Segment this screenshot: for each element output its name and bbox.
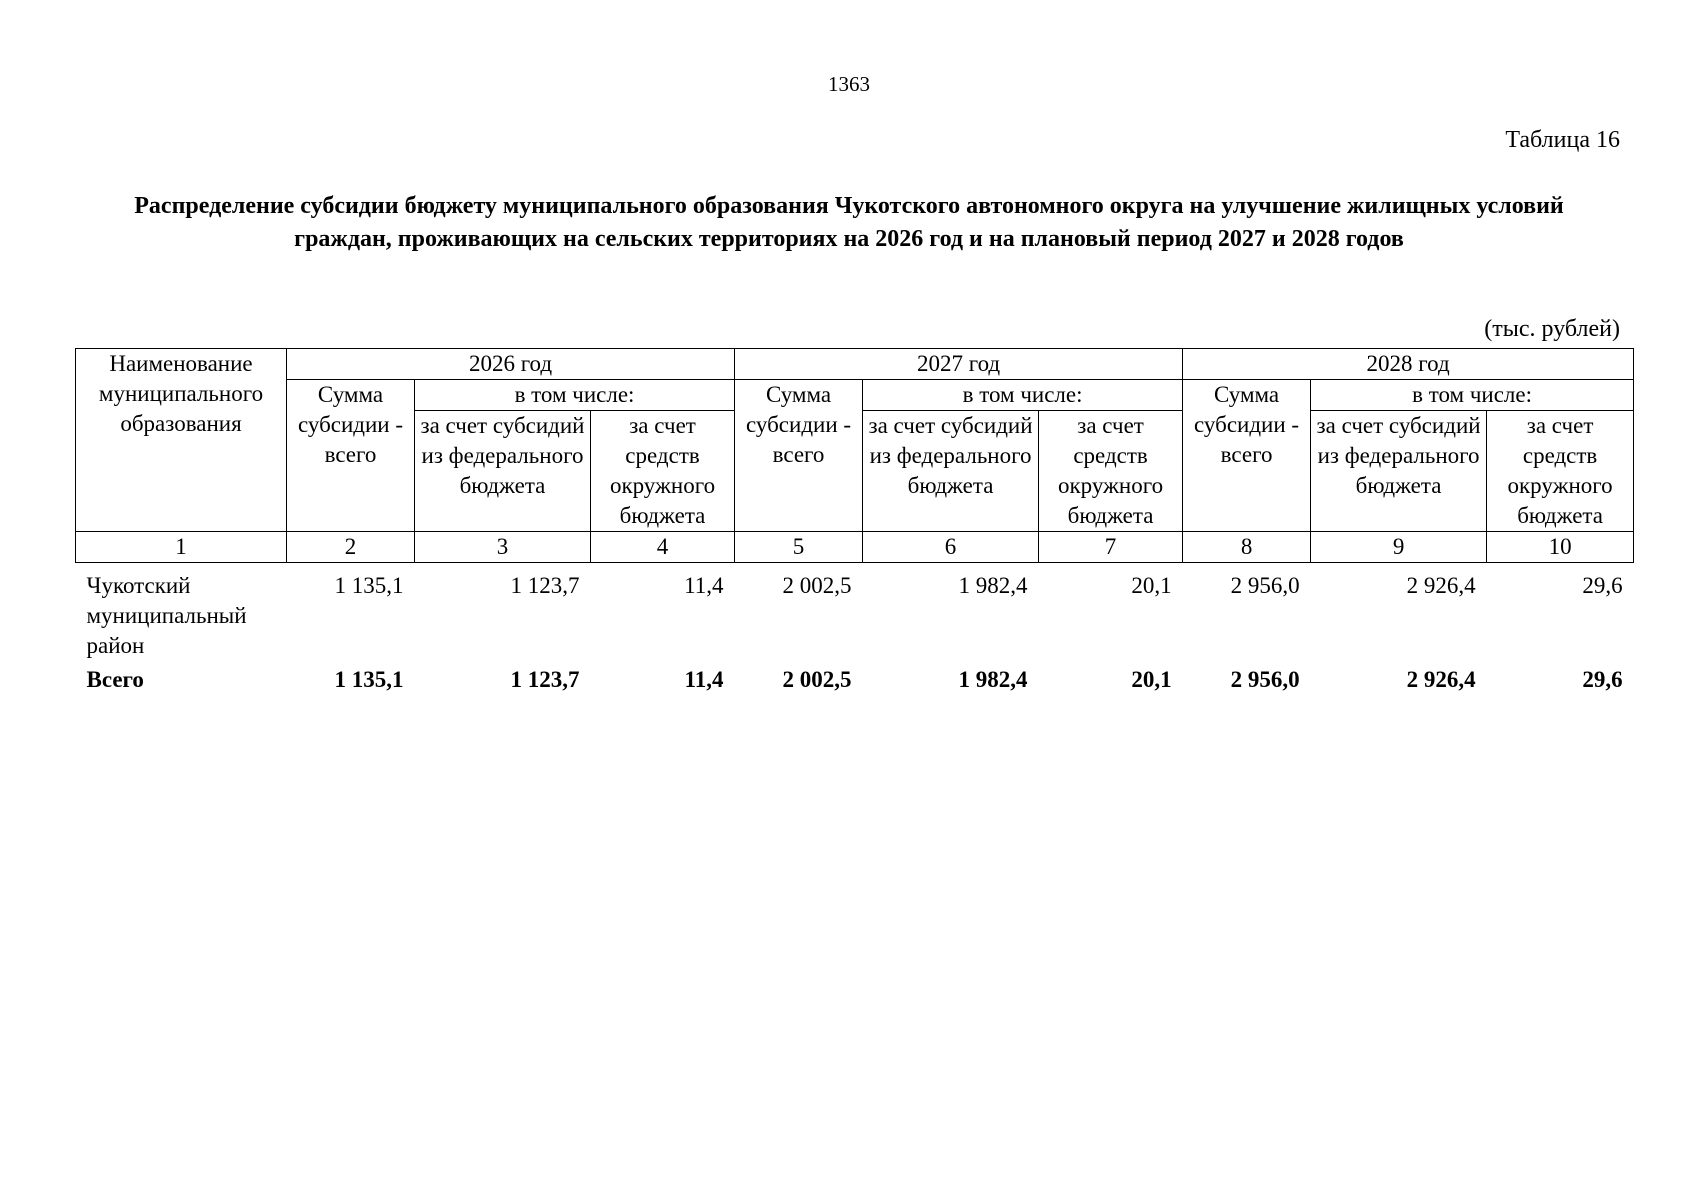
column-number: 6: [863, 532, 1039, 563]
units-label: (тыс. рублей): [1484, 316, 1620, 342]
table-caption: Таблица 16: [1505, 127, 1620, 153]
column-number: 2: [287, 532, 415, 563]
page-number: 1363: [828, 72, 870, 96]
column-number: 8: [1183, 532, 1311, 563]
column-number: 3: [415, 532, 591, 563]
header-federal: за счет субсидий из федерального бюджета: [415, 411, 591, 532]
header-sum-total: Сумма субсидии - всего: [735, 380, 863, 532]
column-number: 5: [735, 532, 863, 563]
value-cell: 11,4: [684, 573, 724, 598]
column-number: 4: [591, 532, 735, 563]
subsidy-table: [75, 348, 1634, 695]
value-cell: 2 956,0: [1230, 573, 1300, 598]
column-number: 1: [76, 532, 287, 563]
column-number: 9: [1311, 532, 1487, 563]
total-value-cell: 1 123,7: [510, 667, 580, 692]
total-value-cell: 20,1: [1131, 667, 1172, 692]
total-value-cell: 2 926,4: [1406, 667, 1476, 692]
header-federal: за счет субсидий из федерального бюджета: [1311, 411, 1487, 532]
total-value-cell: 11,4: [684, 667, 724, 692]
column-number: 10: [1487, 532, 1634, 563]
header-including: в том числе:: [863, 380, 1183, 411]
value-cell: 1 123,7: [510, 573, 580, 598]
header-including: в том числе:: [1311, 380, 1634, 411]
header-sum-total: Сумма субсидии - всего: [287, 380, 415, 532]
header-year-2026: 2026 год: [287, 349, 735, 380]
column-number: 7: [1039, 532, 1183, 563]
total-row: [76, 661, 1634, 695]
value-cell: 1 982,4: [958, 573, 1028, 598]
value-cell: 2 926,4: [1406, 573, 1476, 598]
total-value-cell: 29,6: [1582, 667, 1623, 692]
municipality-name: Чукотский муниципальный район: [86, 573, 247, 658]
header-municipality: Наименование муниципального образования: [76, 349, 287, 532]
header-federal: за счет субсидий из федерального бюджета: [863, 411, 1039, 532]
header-including: в том числе:: [415, 380, 735, 411]
value-cell: 1 135,1: [334, 573, 404, 598]
total-value-cell: 1 982,4: [958, 667, 1028, 692]
total-value-cell: 1 135,1: [334, 667, 404, 692]
total-value-cell: 2 956,0: [1230, 667, 1300, 692]
header-year-2028: 2028 год: [1183, 349, 1634, 380]
value-cell: 29,6: [1582, 573, 1623, 598]
total-label: Всего: [86, 667, 144, 692]
table-row: [76, 563, 1634, 662]
value-cell: 2 002,5: [782, 573, 852, 598]
total-value-cell: 2 002,5: [782, 667, 852, 692]
header-regional: за счет средств окружного бюджета: [1039, 411, 1183, 532]
header-sum-total: Сумма субсидии - всего: [1183, 380, 1311, 532]
header-regional: за счет средств окружного бюджета: [591, 411, 735, 532]
header-regional: за счет средств окружного бюджета: [1487, 411, 1634, 532]
document-title: Распределение субсидии бюджету муниципального образования Чукотского автономного округа на улучшение жилищных условий граждан, проживающих на сельских территориях на 2026 год и на плановый период 2027 и 2028 годов: [134, 193, 1564, 252]
header-year-2027: 2027 год: [735, 349, 1183, 380]
value-cell: 20,1: [1131, 573, 1172, 598]
